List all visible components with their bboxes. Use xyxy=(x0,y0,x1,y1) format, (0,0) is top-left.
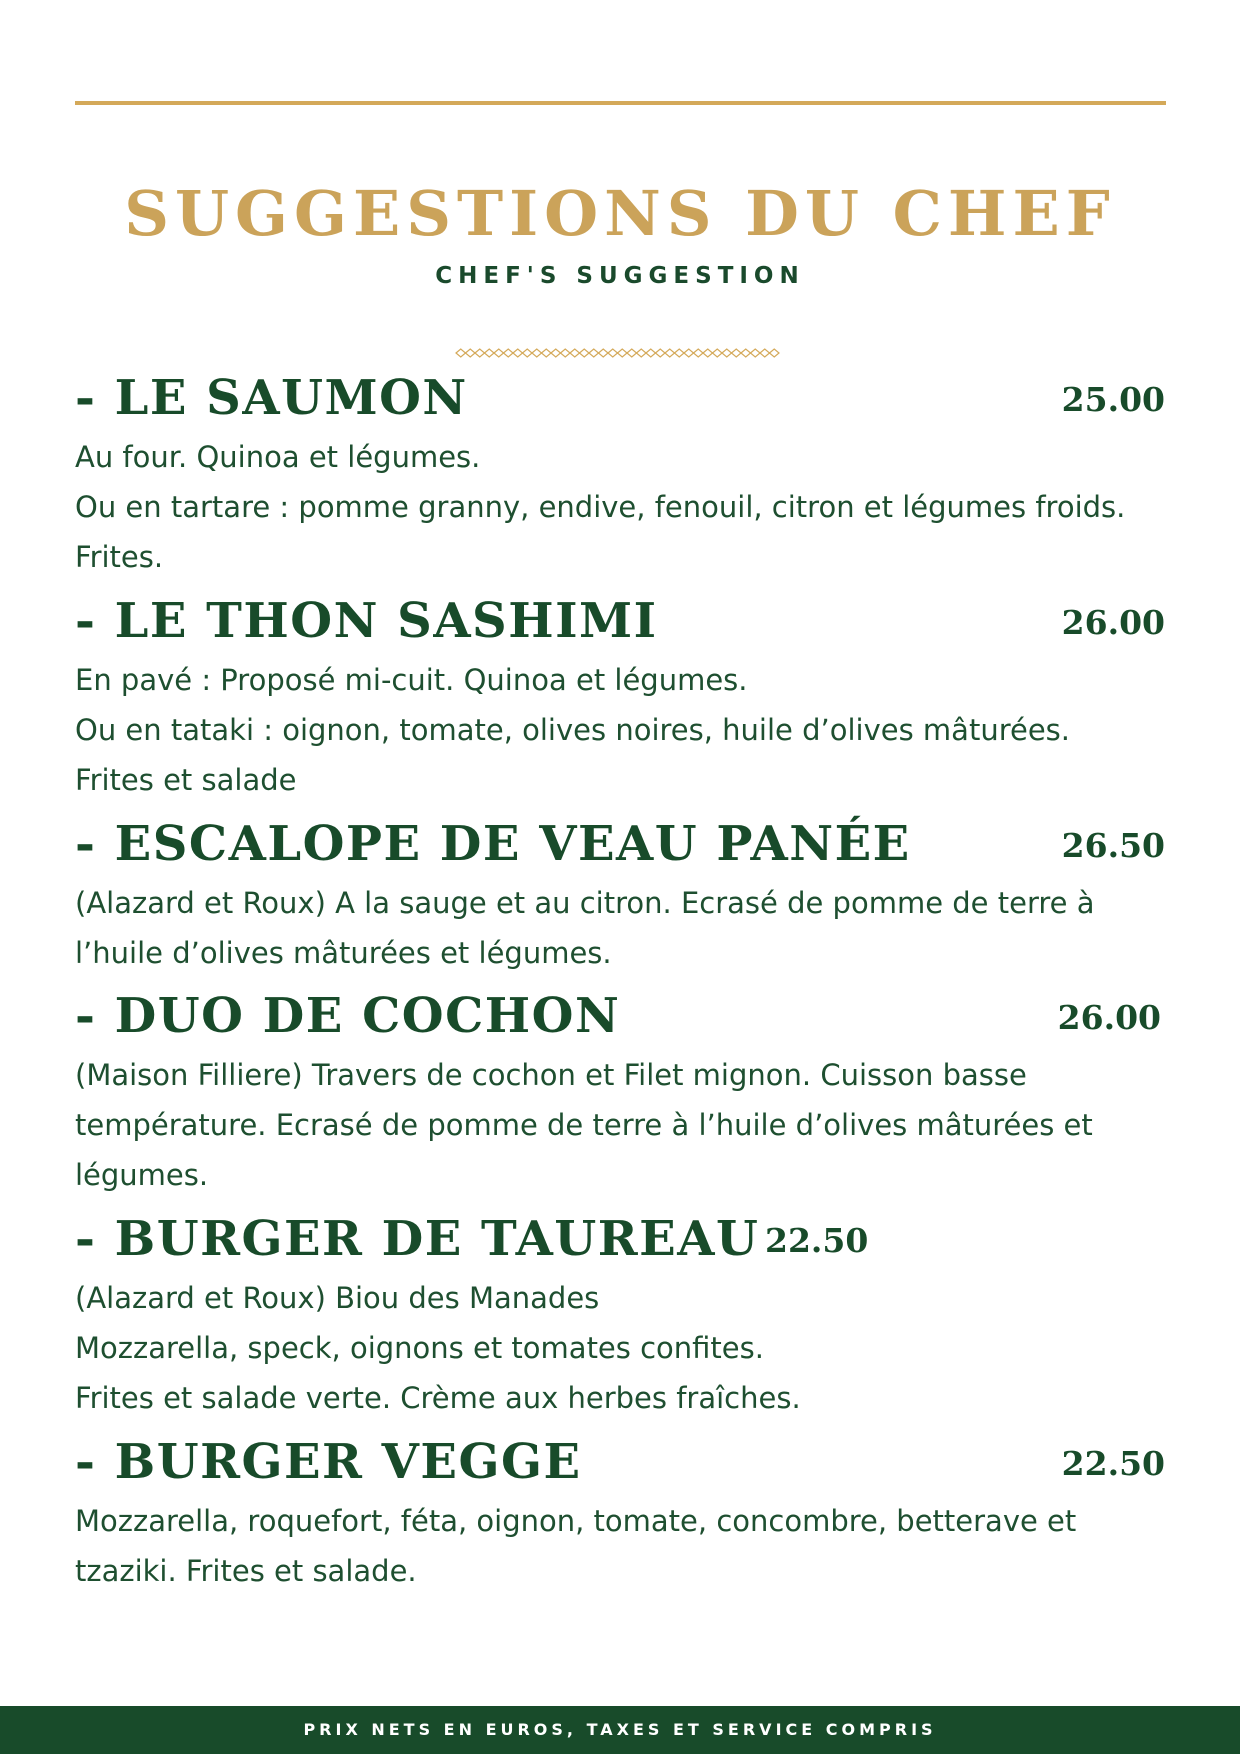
description-line: Frites. xyxy=(75,540,164,574)
item-price: 22.50 xyxy=(1061,1444,1165,1483)
footer-bar xyxy=(0,1706,1240,1754)
diamond-ornament xyxy=(741,349,751,357)
diamond-ornament xyxy=(456,349,466,357)
item-name: - LE THON SASHIMI xyxy=(75,593,658,649)
diamond-ornament xyxy=(656,349,666,357)
diamond-ornament xyxy=(466,349,476,357)
diamond-ornament xyxy=(665,349,675,357)
description-line: (Alazard et Roux) Biou des Manades xyxy=(75,1281,600,1315)
menu-item xyxy=(75,368,1165,582)
diamond-ornament xyxy=(504,349,514,357)
diamond-ornament xyxy=(637,349,647,357)
diamond-ornament xyxy=(513,349,523,357)
item-price: 25.00 xyxy=(1061,380,1165,419)
menu-item xyxy=(75,814,1165,978)
diamond-ornament xyxy=(551,349,561,357)
diamond-ornament xyxy=(722,349,732,357)
ornament-divider xyxy=(454,347,786,359)
diamond-ornament xyxy=(580,349,590,357)
diamond-ornament xyxy=(684,349,694,357)
diamond-ornament xyxy=(627,349,637,357)
diamond-ornament xyxy=(561,349,571,357)
diamond-ornament xyxy=(646,349,656,357)
diamond-ornament xyxy=(485,349,495,357)
item-name: - BURGER DE TAUREAU xyxy=(75,1211,760,1267)
diamond-ornament xyxy=(589,349,599,357)
description-line: Ou en tartare : pomme granny, endive, fenouil, citron et légumes froids. xyxy=(75,490,1126,524)
diamond-ornament xyxy=(703,349,713,357)
description-line: légumes. xyxy=(75,1158,209,1192)
item-description xyxy=(75,1496,1165,1596)
item-name: - BURGER VEGGE xyxy=(75,1434,582,1490)
page-subtitle: CHEF'S SUGGESTION xyxy=(435,263,805,289)
item-price: 26.00 xyxy=(1061,603,1165,642)
diamond-ornament xyxy=(608,349,618,357)
diamond-ornament xyxy=(475,349,485,357)
description-line: Frites et salade verte. Crème aux herbes fraîches. xyxy=(75,1381,801,1415)
item-price: 26.50 xyxy=(1061,826,1165,865)
item-description xyxy=(75,878,1165,978)
page-title: SUGGESTIONS DU CHEF xyxy=(124,177,1116,250)
menu-item xyxy=(75,1432,1165,1596)
description-line: En pavé : Proposé mi-cuit. Quinoa et légumes. xyxy=(75,663,748,697)
diamond-ornament xyxy=(570,349,580,357)
description-line: (Maison Filliere) Travers de cochon et Filet mignon. Cuisson basse xyxy=(75,1058,1027,1092)
description-line: Ou en tataki : oignon, tomate, olives noires, huile d’olives mâturées. xyxy=(75,713,1070,747)
description-line: (Alazard et Roux) A la sauge et au citron. Ecrasé de pomme de terre à xyxy=(75,886,1095,920)
item-price: 22.50 xyxy=(765,1221,869,1260)
description-line: Mozzarella, roquefort, féta, oignon, tomate, concombre, betterave et xyxy=(75,1504,1077,1538)
diamond-ornament xyxy=(532,349,542,357)
top-rule xyxy=(75,101,1166,105)
description-line: température. Ecrasé de pomme de terre à l’huile d’olives mâturées et xyxy=(75,1108,1093,1142)
item-description xyxy=(75,655,1165,805)
diamond-ornament xyxy=(542,349,552,357)
diamond-ornament xyxy=(770,349,780,357)
description-line: Frites et salade xyxy=(75,763,297,797)
diamond-ornament xyxy=(523,349,533,357)
diamond-ornament xyxy=(494,349,504,357)
item-price: 26.00 xyxy=(1057,998,1161,1037)
description-line: l’huile d’olives mâturées et légumes. xyxy=(75,936,612,970)
item-name: - ESCALOPE DE VEAU PANÉE xyxy=(75,816,911,872)
diamond-ornament xyxy=(760,349,770,357)
diamond-ornament xyxy=(751,349,761,357)
diamond-ornament xyxy=(675,349,685,357)
item-name: - DUO DE COCHON xyxy=(75,988,621,1044)
item-name: - LE SAUMON xyxy=(75,370,468,426)
footer-text: PRIX NETS EN EUROS, TAXES ET SERVICE COMPRIS xyxy=(303,1720,937,1739)
item-description xyxy=(75,432,1165,582)
description-line: Au four. Quinoa et légumes. xyxy=(75,440,481,474)
description-line: tzaziki. Frites et salade. xyxy=(75,1554,417,1588)
diamond-ornament xyxy=(618,349,628,357)
item-description xyxy=(75,1273,1165,1423)
menu-item xyxy=(75,1209,1165,1423)
diamond-ornament xyxy=(599,349,609,357)
diamond-ornament xyxy=(713,349,723,357)
menu-item xyxy=(75,986,1165,1200)
diamond-ornament xyxy=(694,349,704,357)
diamond-ornament xyxy=(732,349,742,357)
menu-item xyxy=(75,591,1165,805)
description-line: Mozzarella, speck, oignons et tomates confites. xyxy=(75,1331,764,1365)
item-description xyxy=(75,1050,1165,1200)
